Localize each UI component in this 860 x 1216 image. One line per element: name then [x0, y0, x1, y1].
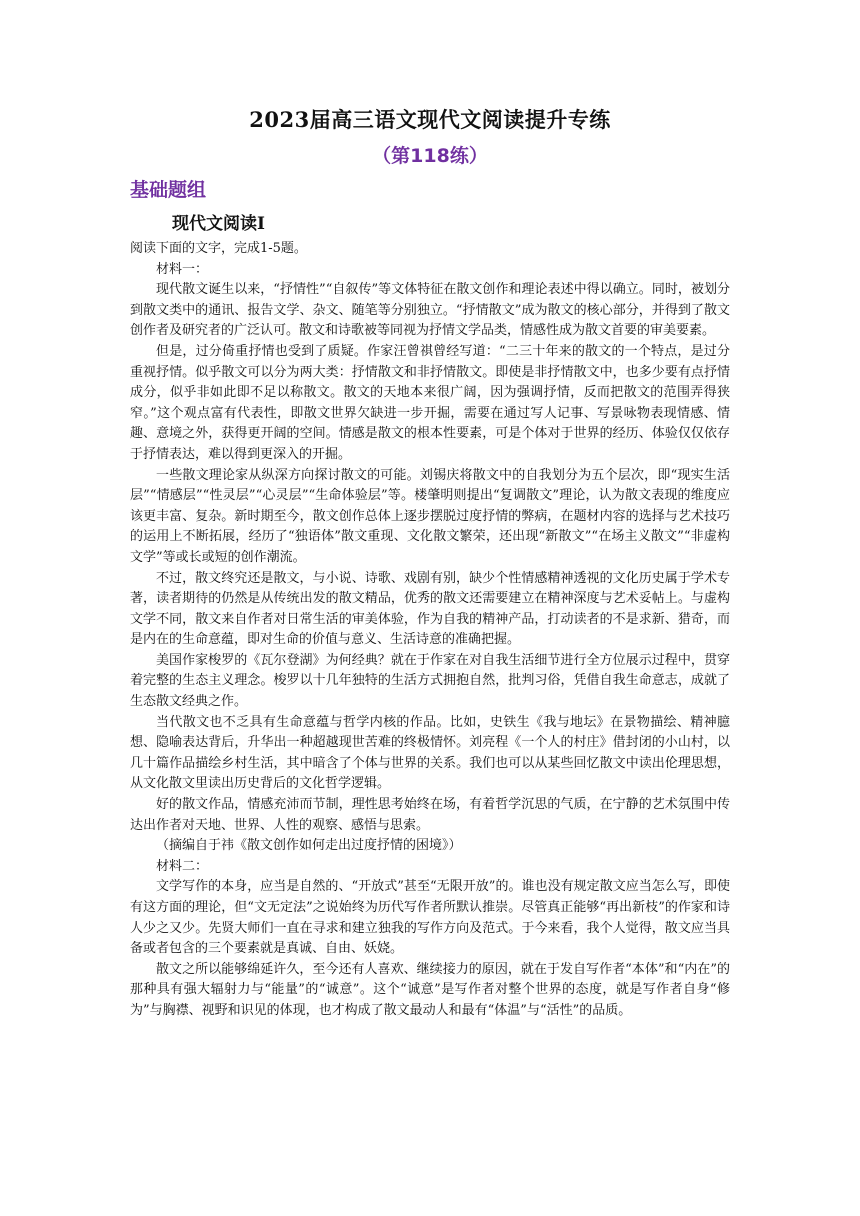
paragraph: 文学写作的本身，应当是自然的、“开放式”甚至“无限开放”的。谁也没有规定散文应当怎么写，即使有这方面的理论，但“文无定法”之说始终为历代写作者所默认推崇。尽管真正能够“再出新枝”的作家和诗人少之又少。先贤大师们一直在寻求和建立独我的写作方向及范式。于今来看，我个人觉得，散文应当具备或者包含的三个要素就是真诚、自由、妖娆。	[130, 879, 730, 957]
paragraph: 现代散文诞生以来，“抒情性”“自叙传”等文体特征在散文创作和理论表述中得以确立。同时，被划分到散文类中的通讯、报告文学、杂文、随笔等分别独立。“抒情散文”成为散文的核心部分，并得到了散文创作者及研究者的广泛认可。散文和诗歌被等同视为抒情文学品类，情感性成为散文首要的审美要素。	[130, 282, 730, 339]
paragraph: 不过，散文终究还是散文，与小说、诗歌、戏剧有别，缺少个性情感精神透视的文化历史属于学术专著，读者期待的仍然是从传统出发的散文精品，优秀的散文还需要建立在精神深度与艺术妥帖上。与虚构文学不同，散文来自作者对日常生活的审美体验，作为自我的精神产品，打动读者的不是求新、猎奇，而是内在的生命意蕴，即对生命的价值与意义、生活诗意的准确把握。	[130, 570, 730, 648]
reading-title: 现代文阅读Ⅰ	[172, 214, 265, 234]
section-heading: 基础题组	[130, 179, 207, 201]
paragraph: 美国作家梭罗的《瓦尔登湖》为何经典？就在于作家在对自我生活细节进行全方位展示过程中，贯穿着完整的生态主义理念。梭罗以十几年独特的生活方式拥抱自然，批判习俗，凭借自我生命意志，成就了生态散文经典之作。	[130, 652, 730, 710]
instruction-text: 阅读下面的文字，完成1-5题。	[130, 241, 307, 256]
paragraph: 但是，过分倚重抒情也受到了质疑。作家汪曾祺曾经写道：“二三十年来的散文的一个特点，是过分重视抒情。似乎散文可以分为两大类：抒情散文和非抒情散文。即使是非抒情散文中，也多少要有点抒情成分，似乎非如此即不足以称散文。散文的天地本来很广阔，因为强调抒情，反而把散文的范围弄得狭窄。”这个观点富有代表性，即散文世界欠缺进一步开掘，需要在通过写人记事、写景咏物表现情感、情趣、意境之外，获得更开阔的空间。情感是散文的根本性要素，可是个体对于世界的经历、体验仅仅依存于抒情表达，难以得到更深入的开掘。	[130, 343, 730, 462]
paragraph: 一些散文理论家从纵深方向探讨散文的可能。刘锡庆将散文中的自我划分为五个层次，即“现实生活层”“情感层”“性灵层”“心灵层”“生命体验层”等。楼肇明则提出“复调散文”理论，认为散文表现的维度应该更丰富、复杂。新时期至今，散文创作总体上逐步摆脱过度抒情的弊病，在题材内容的选择与艺术技巧的运用上不断拓展，经历了“独语体”散文重现、文化散文繁荣，还出现“新散文”“在场主义散文”“非虚构文学”等或长或短的创作潮流。	[130, 467, 730, 565]
source-citation: （摘编自于祎《散文创作如何走出过度抒情的困境》）	[156, 838, 462, 854]
paragraph: 当代散文也不乏具有生命意蕴与哲学内核的作品。比如，史铁生《我与地坛》在景物描绘、精神臆想、隐喻表达背后，升华出一种超越现世苦难的终极情怀。刘亮程《一个人的村庄》借封闭的小山村，以几十篇作品描绘乡村生活，其中暗含了个体与世界的关系。我们也可以从某些回忆散文中读出伦理思想，从文化散文里读出历史背后的文化哲学逻辑。	[130, 714, 730, 792]
exercise-number: （第118练）	[372, 145, 488, 167]
material1-label: 材料一：	[156, 261, 209, 277]
material2-label: 材料二：	[156, 858, 209, 874]
reading-body	[130, 239, 730, 1022]
document-title: 2023届高三语文现代文阅读提升专练	[249, 107, 611, 132]
paragraph: 好的散文作品，情感充沛而节制，理性思考始终在场，有着哲学沉思的气质，在宁静的艺术氛围中传达出作者对天地、世界、人性的观察、感悟与思索。	[130, 797, 730, 833]
paragraph: 散文之所以能够绵延许久，至今还有人喜欢、继续接力的原因，就在于发自写作者“本体”和“内在”的那种具有强大辐射力与“能量”的“诚意”。这个“诚意”是写作者对整个世界的态度，就是写作者自身“修为”与胸襟、视野和识见的体现，也才构成了散文最动人和最有“体温”与“活性”的品质。	[130, 961, 730, 1018]
